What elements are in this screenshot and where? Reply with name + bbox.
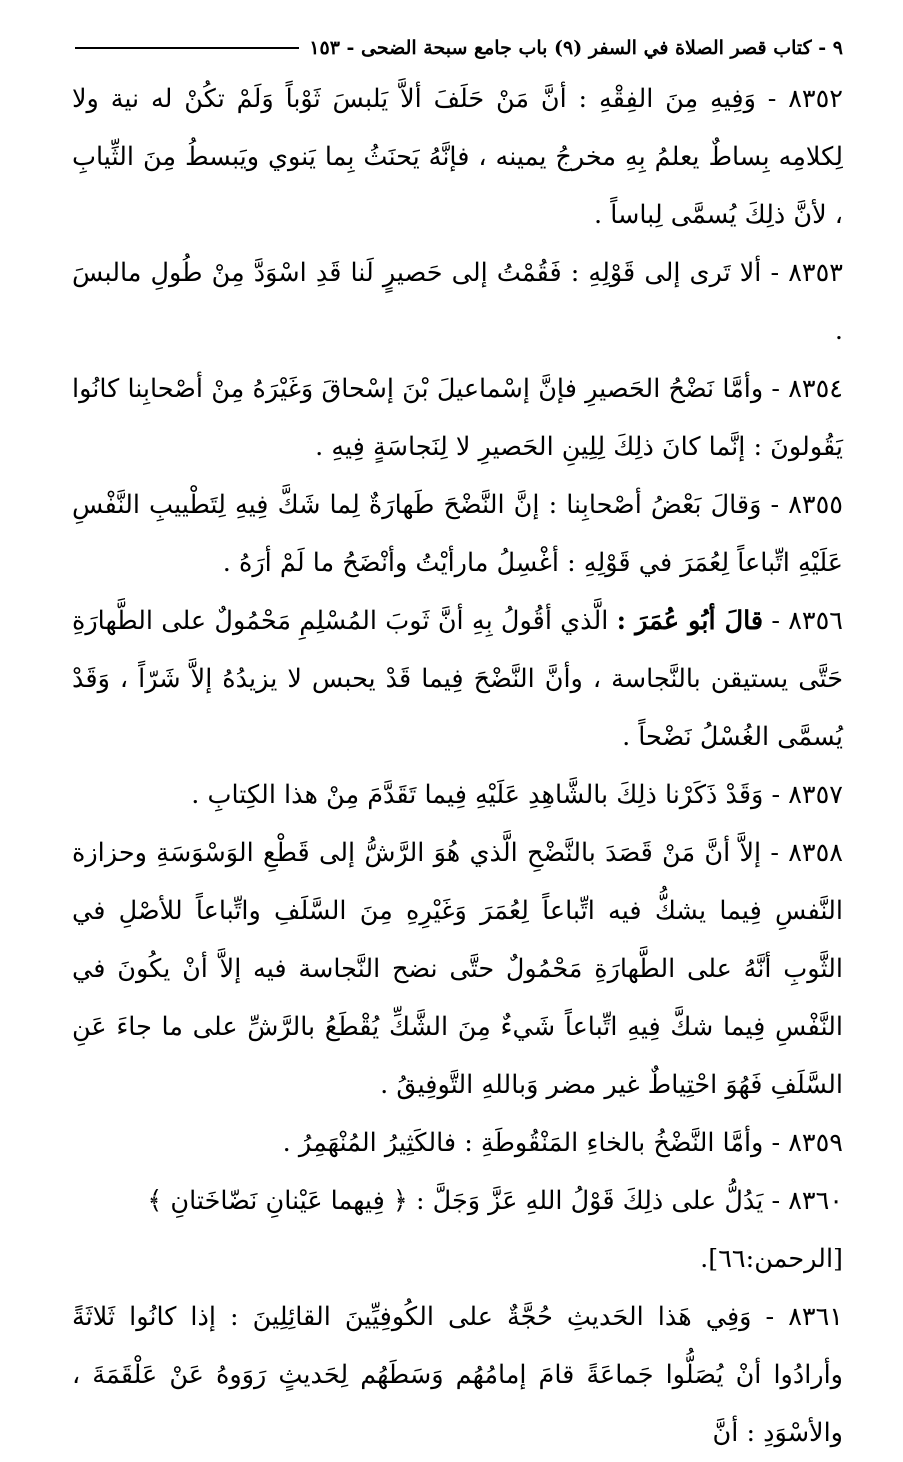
paragraph-8358: ٨٣٥٨ - إلاَّ أنَّ مَنْ قَصَدَ بالنَّضْحِ الَّذي هُوَ الرَّشُّ إلى قَطْعِ الوَسْوَسَةِ وحزازة النَّفسِ فِيما يشكُّ فيه اتِّباعاً لِعُمَرَ وَغَيْرِهِ مِنَ السَّلَفِ واتِّباعاً للأصْلِ في الثَّوبِ أنَّهُ على الطَّهارَةِ مَحْمُولٌ حتَّى نضح النَّجاسة فيه إلاَّ أنْ يكُونَ في النَّفْسِ فِيما شكَّ فِيهِ اتِّباعاً شَيءٌ مِنَ الشَّكِّ يُقْطَعُ بالرَّشِّ على ما جاءَ عَنِ السَّلَفِ فَهُوَ احْتِياطٌ غير مضر وَباللهِ التَّوفِيقُ . xyxy=(72,838,844,1100)
paragraph-number: ٨٣٦١ xyxy=(788,1302,844,1332)
paragraph-text: وَفِيهِ مِنَ الفِقْهِ : أنَّ مَنْ حَلَفَ ألاَّ يَلبسَ ثَوْباً وَلَمْ تكُنْ له نية ولا لِكلامِه بِساطٌ يعلمُ بِهِ مخرجُ يمينه ، فإنَّهُ يَحنَثُ بِما يَنوي ويَبسطُ مِنَ الثِّيابِ ، لأنَّ ذلِكَ يُسمَّى لِباساً . xyxy=(72,84,843,230)
paragraph-8361: ٨٣٦١ - وَفِي هَذا الحَديثِ حُجَّةٌ على الكُوفِيِّينَ القائِلِينَ : إذا كانُوا ثَلاثَةً وأرادُوا أنْ يُصَلُّوا جَماعَةً قامَ إمامُهُم وَسَطَهُم لِحَديثٍ رَوَوهُ عَنْ عَلْقَمَةَ ، والأسْوَدِ : أنَّ xyxy=(72,1302,844,1448)
paragraph-8357: ٨٣٥٧ - وَقَدْ ذَكَرْنا ذلِكَ بالشَّاهِدِ عَلَيْهِ فِيما تَقَدَّمَ مِنْ هذا الكِتابِ . xyxy=(191,780,843,810)
paragraph-8353: ٨٣٥٣ - ألا تَرى إلى قَوْلِهِ : فَقُمْتُ إلى حَصيرٍ لَنا قَدِ اسْوَدَّ مِنْ طُولِ مالبسَ . xyxy=(72,258,843,346)
paragraph-text: وَقَدْ ذَكَرْنا ذلِكَ بالشَّاهِدِ عَلَيْهِ فِيما تَقَدَّمَ مِنْ هذا الكِتابِ . xyxy=(191,780,764,810)
paragraph-number: ٨٣٥٥ xyxy=(788,490,843,520)
paragraph-number: ٨٣٥٨ xyxy=(788,838,844,868)
paragraph-8352: ٨٣٥٢ - وَفِيهِ مِنَ الفِقْهِ : أنَّ مَنْ حَلَفَ ألاَّ يَلبسَ ثَوْباً وَلَمْ تكُنْ له نية ولا لِكلامِه بِساطٌ يعلمُ بِهِ مخرجُ يمينه ، فإنَّهُ يَحنَثُ بِما يَنوي ويَبسطُ مِنَ الثِّيابِ ، لأنَّ ذلِكَ يُسمَّى لِباساً . xyxy=(72,84,843,230)
paragraph-text: وَقالَ بَعْضُ أصْحابِنا : إنَّ النَّضْحَ طَهارَةٌ لِما شَكَّ فِيهِ لِتَطْييبِ النَّفْسِ عَلَيْهِ اتِّباعاً لِعُمَرَ في قَوْلِهِ : أغْسِلُ مارأيْتُ وأنْضَحُ ما لَمْ أرَهُ . xyxy=(72,490,843,578)
paragraph-8355: ٨٣٥٥ - وَقالَ بَعْضُ أصْحابِنا : إنَّ النَّضْحَ طَهارَةٌ لِما شَكَّ فِيهِ لِتَطْييبِ النَّفْسِ عَلَيْهِ اتِّباعاً لِعُمَرَ في قَوْلِهِ : أغْسِلُ مارأيْتُ وأنْضَحُ ما لَمْ أرَهُ . xyxy=(72,490,843,578)
paragraph-number: ٨٣٥٧ xyxy=(788,780,843,810)
main-text xyxy=(72,70,843,1462)
paragraph-lead: قالَ أبُو عُمَرَ : xyxy=(616,606,764,636)
paragraph-text: إلاَّ أنَّ مَنْ قَصَدَ بالنَّضْحِ الَّذي هُوَ الرَّشُّ إلى قَطْعِ الوَسْوَسَةِ وحزازة النَّفسِ فِيما يشكُّ فيه اتِّباعاً لِعُمَرَ وَغَيْرِهِ مِنَ السَّلَفِ واتِّباعاً للأصْلِ في الثَّوبِ أنَّهُ على الطَّهارَةِ مَحْمُولٌ حتَّى نضح النَّجاسة فيه إلاَّ أنْ يكُونَ في النَّفْسِ فِيما شكَّ فِيهِ اتِّباعاً شَيءٌ مِنَ الشَّكِّ يُقْطَعُ بالرَّشِّ على ما جاءَ عَنِ السَّلَفِ فَهُوَ احْتِياطٌ غير مضر وَباللهِ التَّوفِيقُ . xyxy=(72,838,843,1100)
paragraph-text: ألا تَرى إلى قَوْلِهِ : فَقُمْتُ إلى حَصيرٍ لَنا قَدِ اسْوَدَّ مِنْ طُولِ مالبسَ . xyxy=(72,258,843,346)
paragraph-8354: ٨٣٥٤ - وأمَّا نَضْحُ الحَصيرِ فإنَّ إسْماعيلَ بْنَ إسْحاقَ وَغَيْرَهُ مِنْ أصْحابِنا كانُوا يَقُولونَ : إنَّما كانَ ذلِكَ لِلِينِ الحَصيرِ لا لِنَجاسَةٍ فِيهِ . xyxy=(72,374,844,462)
paragraph-text: يَدُلُّ على ذلِكَ قَوْلُ اللهِ عَزَّ وَجَلَّ : ﴿ فِيهما عَيْنانِ نَضّاخَتانِ ﴾ xyxy=(147,1186,764,1216)
running-header-title: ٩ - كتاب قصر الصلاة في السفر (٩) باب جامع سبحة الضحى - ١٥٣ xyxy=(309,37,843,59)
paragraph-number: ٨٣٥٣ xyxy=(788,258,843,288)
paragraph-text: وأمَّا النَّضْخُ بالخاءِ المَنْقُوطَةِ : فالكَثِيرُ المُنْهَمِرُ . xyxy=(282,1128,764,1158)
paragraph-8356: ٨٣٥٦ - قالَ أبُو عُمَرَ : الَّذي أقُولُ بِهِ أنَّ ثَوبَ المُسْلِمِ مَحْمُولٌ على الطَّهارَةِ حَتَّى يستيقن بالنَّجاسة ، وأنَّ النَّضْحَ فِيما قَدْ يحبس لا يزيدُهُ إلاَّ شَرّاً ، وَقَدْ يُسمَّى الغُسْلُ نَضْحاً . xyxy=(72,606,844,752)
quran-citation: [الرحمن:٦٦]. xyxy=(700,1244,843,1274)
paragraph-number: ٨٣٥٤ xyxy=(788,374,844,404)
paragraph-8360: ٨٣٦٠ - يَدُلُّ على ذلِكَ قَوْلُ اللهِ عَزَّ وَجَلَّ : ﴿ فِيهما عَيْنانِ نَضّاخَتانِ ﴾ [الرحمن:٦٦]. xyxy=(72,1172,843,1288)
paragraph-text: الَّذي أقُولُ بِهِ أنَّ ثَوبَ المُسْلِمِ مَحْمُولٌ على الطَّهارَةِ حَتَّى يستيقن بالنَّجاسة ، وأنَّ النَّضْحَ فِيما قَدْ يحبس لا يزيدُهُ إلاَّ شَرّاً ، وَقَدْ يُسمَّى الغُسْلُ نَضْحاً . xyxy=(72,606,843,752)
running-header xyxy=(75,34,843,62)
paragraph-number: ٨٣٥٦ xyxy=(788,606,844,636)
paragraph-number: ٨٣٦٠ xyxy=(788,1186,843,1216)
paragraph-8359: ٨٣٥٩ - وأمَّا النَّضْخُ بالخاءِ المَنْقُوطَةِ : فالكَثِيرُ المُنْهَمِرُ . xyxy=(282,1128,843,1158)
paragraph-text: وَفِي هَذا الحَديثِ حُجَّةٌ على الكُوفِيِّينَ القائِلِينَ : إذا كانُوا ثَلاثَةً وأرادُوا أنْ يُصَلُّوا جَماعَةً قامَ إمامُهُم وَسَطَهُم لِحَديثٍ رَوَوهُ عَنْ عَلْقَمَةَ ، والأسْوَدِ : أنَّ xyxy=(72,1302,843,1448)
paragraph-text: وأمَّا نَضْحُ الحَصيرِ فإنَّ إسْماعيلَ بْنَ إسْحاقَ وَغَيْرَهُ مِنْ أصْحابِنا كانُوا يَقُولونَ : إنَّما كانَ ذلِكَ لِلِينِ الحَصيرِ لا لِنَجاسَةٍ فِيهِ . xyxy=(72,374,843,462)
paragraph-number: ٨٣٥٢ xyxy=(788,84,843,114)
paragraph-number: ٨٣٥٩ xyxy=(788,1128,843,1158)
header-rule xyxy=(75,47,299,49)
